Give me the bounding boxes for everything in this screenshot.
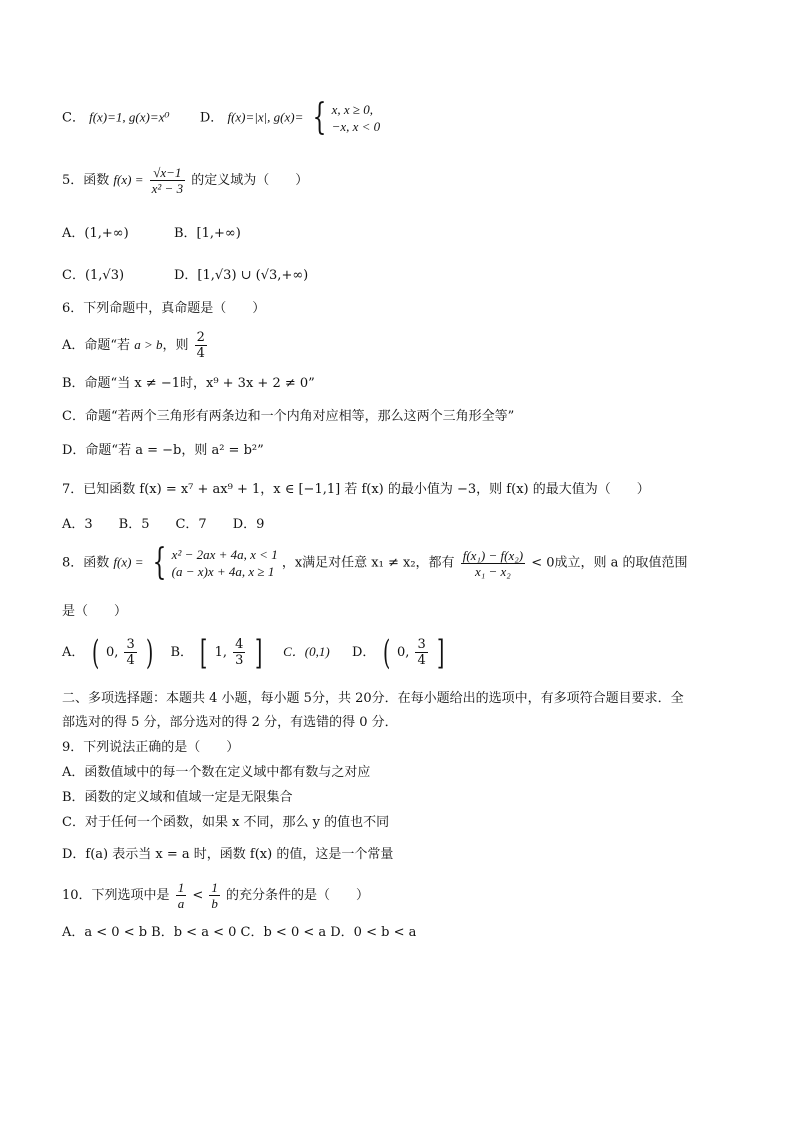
q5-fraction (150, 165, 185, 196)
q8-suffix: < 0成立，则 a 的取值范围 (531, 555, 688, 571)
q8-case-1: x² − 2ax + 4a, x < 1 (171, 547, 278, 562)
q8-mid: ，x满足对任意 x₁ ≠ x₂，都有 (281, 555, 455, 571)
q8-d-left-bracket: ( (382, 632, 390, 673)
q4-case-2: −x, x < 0 (331, 119, 381, 134)
q10-stem (62, 880, 369, 911)
q8-d-fraction (415, 637, 427, 668)
q8-option-b-label: B． (170, 645, 194, 660)
q8-option-c: C．(0,1) (283, 644, 330, 659)
q4-option-d-math: f(x)=|x|, g(x)= (227, 109, 304, 125)
q10-options: A．a < 0 < b B．b < a < 0 C．b < 0 < a D．0 < b < a (62, 925, 417, 940)
q8-frac-denominator: x₁ − x₂ (474, 563, 511, 579)
q8-b-left-bracket: [ (200, 632, 208, 673)
q5-options-cd (62, 267, 308, 285)
q6-option-c: C．命题“若两个三角形有两条边和一个内角对应相等，那么这两个三角形全等” (62, 409, 515, 424)
q6-stem: 6．下列命题中，真命题是（ ） (62, 301, 266, 316)
q10-prefix: 10．下列选项中是 (62, 888, 170, 903)
q8-option-a-label: A． (62, 645, 85, 660)
q6-a-numerator: 2 (196, 330, 205, 345)
q4-option-d-label: D． (199, 110, 224, 126)
q10-frac2-numerator: 1 (211, 880, 218, 895)
q8-cases (172, 546, 278, 580)
q5-options-ab (62, 225, 241, 243)
q6-option-d: D．命题“若 a = −b，则 a² = b²” (62, 443, 264, 458)
q10-frac1-denominator: a (177, 896, 185, 911)
q5-stem (62, 165, 308, 196)
q8-d-right-bracket: ] (436, 632, 445, 673)
q8-stem (62, 542, 688, 583)
q8-b-denominator: 3 (235, 653, 244, 668)
q8-a-denominator: 4 (126, 653, 135, 668)
q8-a-numerator: 3 (126, 637, 135, 652)
q8-d-numerator: 3 (417, 637, 426, 652)
q5-numerator: √x−1 (150, 165, 185, 181)
q10-lt: < (192, 888, 204, 903)
q9-option-a: A．函数值域中的每一个数在定义域中都有数与之对应 (62, 765, 371, 780)
q6-a-prefix: A．命题“若 (62, 338, 131, 353)
q8-b-numerator: 4 (235, 637, 244, 652)
q8-brace: { (152, 542, 166, 583)
q8-prefix: 8．函数 (62, 555, 110, 571)
q6-a-fraction (195, 330, 207, 361)
q9-option-b: B．函数的定义域和值域一定是无限集合 (62, 790, 293, 805)
q9-stem: 9．下列说法正确的是（ ） (62, 740, 240, 755)
q4-options-cd (62, 97, 381, 138)
q8-a-left-bracket: ( (91, 632, 99, 673)
q6-option-b: B．命题“当 x ≠ −1时，x⁹ + 3x + 2 ≠ 0” (62, 376, 315, 391)
q5-option-c: C．(1,√3) (62, 268, 125, 283)
q7-stem: 7．已知函数 f(x) = x⁷ + ax⁹ + 1，x ∈ [−1,1] 若 f(x) 的最小值为 −3，则 f(x) 的最大值为（ ） (62, 482, 650, 497)
q5-option-a: A．(1,+∞) (62, 226, 129, 241)
q4-option-c-math: f(x)=1, g(x)=x⁰ (89, 109, 170, 125)
q9-option-c: C．对于任何一个函数，如果 x 不同，那么 y 的值也不同 (62, 815, 390, 830)
q5-prefix: 5．函数 (62, 173, 110, 188)
q8-case-2: (a − x)x + 4a, x ≥ 1 (171, 564, 275, 579)
q8-a-right-bracket: ) (145, 632, 154, 673)
q4-case-1: x, x ≥ 0, (331, 102, 374, 117)
q8-option-d-label: D． (351, 645, 376, 660)
q6-a-math: a > b (134, 337, 163, 352)
q4-option-d-cases (332, 101, 381, 135)
q8-options (62, 632, 447, 673)
q8-continuation: 是（ ） (62, 604, 128, 619)
q10-frac1-numerator: 1 (177, 880, 185, 895)
q4-option-c-label: C． (62, 110, 85, 126)
q8-b-x: 1, (214, 645, 227, 660)
q8-a-x: 0, (105, 645, 119, 660)
q5-option-d: D．[1,√3) ∪ (√3,+∞) (174, 268, 309, 283)
section2-heading-line2: 部选对的得 5 分，部分选对的得 2 分，有选错的得 0 分． (62, 715, 398, 730)
q9-option-d: D．f(a) 表示当 x = a 时，函数 f(x) 的值，这是一个常量 (62, 847, 394, 862)
q5-option-b: B．[1,+∞) (174, 226, 241, 241)
q8-d-x: 0, (396, 645, 410, 660)
q5-fx: f(x) = (113, 172, 144, 187)
q8-b-right-bracket: ] (254, 632, 262, 673)
section2-heading-line1: 二、多项选择题：本题共 4 小题，每小题 5分，共 20分．在每小题给出的选项中，有多项符合题目要求．全 (62, 691, 684, 706)
q7-options: A．3 B．5 C．7 D．9 (62, 517, 265, 532)
q5-suffix: 的定义域为（ ） (191, 173, 309, 188)
q10-suffix: 的充分条件的是（ ） (226, 888, 370, 903)
q10-fraction-1 (176, 880, 187, 911)
q6-a-mid: ，则 (162, 338, 189, 353)
q5-denominator: x² − 3 (151, 181, 184, 196)
q6-option-a (62, 330, 209, 361)
q8-d-denominator: 4 (417, 653, 426, 668)
q8-a-fraction (124, 637, 136, 668)
q10-fraction-2 (209, 880, 220, 911)
q8-fx: f(x) = (113, 554, 144, 570)
q8-frac-numerator: f(x₁) − f(x₂) (462, 547, 524, 563)
q10-frac2-denominator: b (211, 896, 218, 911)
q6-a-denominator: 4 (196, 346, 205, 361)
q4-brace: { (312, 97, 326, 138)
q8-b-fraction (233, 637, 245, 668)
q8-fraction (461, 548, 525, 579)
